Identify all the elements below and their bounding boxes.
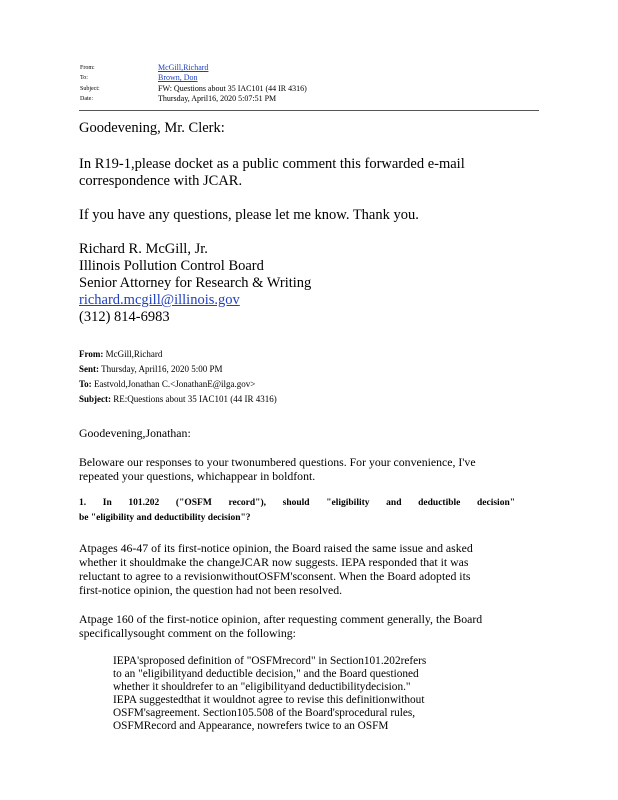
date-label: Date: xyxy=(80,96,93,102)
header-divider xyxy=(79,110,539,111)
quote-line: OSFMRecord and Appearance, nowrefers twice to an OSFM xyxy=(113,720,389,732)
body-paragraph-line: correspondence with JCAR. xyxy=(79,173,243,189)
signature-name: Richard R. McGill, Jr. xyxy=(79,241,208,257)
quote-line: IEPA suggestedthat it wouldnot agree to revise this definitionwithout xyxy=(113,694,425,706)
from-value[interactable]: McGill,Richard xyxy=(158,63,209,72)
fwd-subject-label: Subject: xyxy=(79,394,111,404)
fwd-sent-value: Thursday, April16, 2020 5:00 PM xyxy=(101,364,223,374)
answer-line: reluctant to agree to a revisionwithoutOSFM'sconsent. When the Board adopted its xyxy=(79,569,471,583)
question-1-line: be "eligibility and deductibility decision"? xyxy=(79,513,251,523)
quote-line: OSFM'sagreement. Section105.508 of the Board'sprocedural rules, xyxy=(113,707,416,719)
greeting: Goodevening, Mr. Clerk: xyxy=(79,120,225,136)
quote-line: to an "eligibilityand deductible decision," and the Board questioned xyxy=(113,668,419,680)
quote-line: whether it shouldrefer to an "eligibilityand deductibilitydecision." xyxy=(113,681,411,693)
signature-email-link[interactable]: richard.mcgill@illinois.gov xyxy=(79,292,240,308)
to-value[interactable]: Brown, Don xyxy=(158,73,198,82)
question-1-line: 1. In 101.202 ("OSFM record"), should "eligibility and deductible decision" xyxy=(79,498,515,508)
body-paragraph: If you have any questions, please let me know. Thank you. xyxy=(79,207,419,223)
quote-line: IEPA'sproposed definition of "OSFMrecord" in Section101.202refers xyxy=(113,655,427,667)
to-label: To: xyxy=(80,75,88,81)
signature-org: Illinois Pollution Control Board xyxy=(79,258,264,274)
answer-line: specificallysought comment on the following: xyxy=(79,626,296,640)
fwd-to-value: Eastvold,Jonathan C.<JonathanE@ilga.gov> xyxy=(93,379,256,389)
answer-line: whether it shouldmake the changeJCAR now suggests. IEPA responded that it was xyxy=(79,555,469,569)
fwd-from-value: McGill,Richard xyxy=(105,349,163,359)
subject-label: Subject: xyxy=(80,86,100,92)
answer-line: first-notice opinion, the question had not been resolved. xyxy=(79,583,343,597)
subject-value: FW: Questions about 35 IAC101 (44 IR 4316) xyxy=(158,84,307,93)
fwd-from-label: From: xyxy=(79,349,104,359)
answer-line: Atpage 160 of the first-notice opinion, after requesting comment generally, the Board xyxy=(79,612,483,626)
answer-line: Atpages 46-47 of its first-notice opinion, the Board raised the same issue and asked xyxy=(79,541,473,555)
fwd-to-label: To: xyxy=(79,379,92,389)
signature-phone: (312) 814-6983 xyxy=(79,309,170,325)
body-paragraph-line: In R19-1,please docket as a public comment this forwarded e-mail xyxy=(79,156,465,172)
reply-greeting: Goodevening,Jonathan: xyxy=(79,426,191,440)
fwd-sent-label: Sent: xyxy=(79,364,99,374)
fwd-subject-value: RE:Questions about 35 IAC101 (44 IR 4316) xyxy=(113,394,277,404)
reply-intro-line: Beloware our responses to your twonumbered questions. For your convenience, I've xyxy=(79,455,476,469)
signature-title: Senior Attorney for Research & Writing xyxy=(79,275,312,291)
date-value: Thursday, April16, 2020 5:07:51 PM xyxy=(158,94,277,103)
from-label: From: xyxy=(80,65,95,71)
reply-intro-line: repeated your questions, whichappear in boldfont. xyxy=(79,469,316,483)
